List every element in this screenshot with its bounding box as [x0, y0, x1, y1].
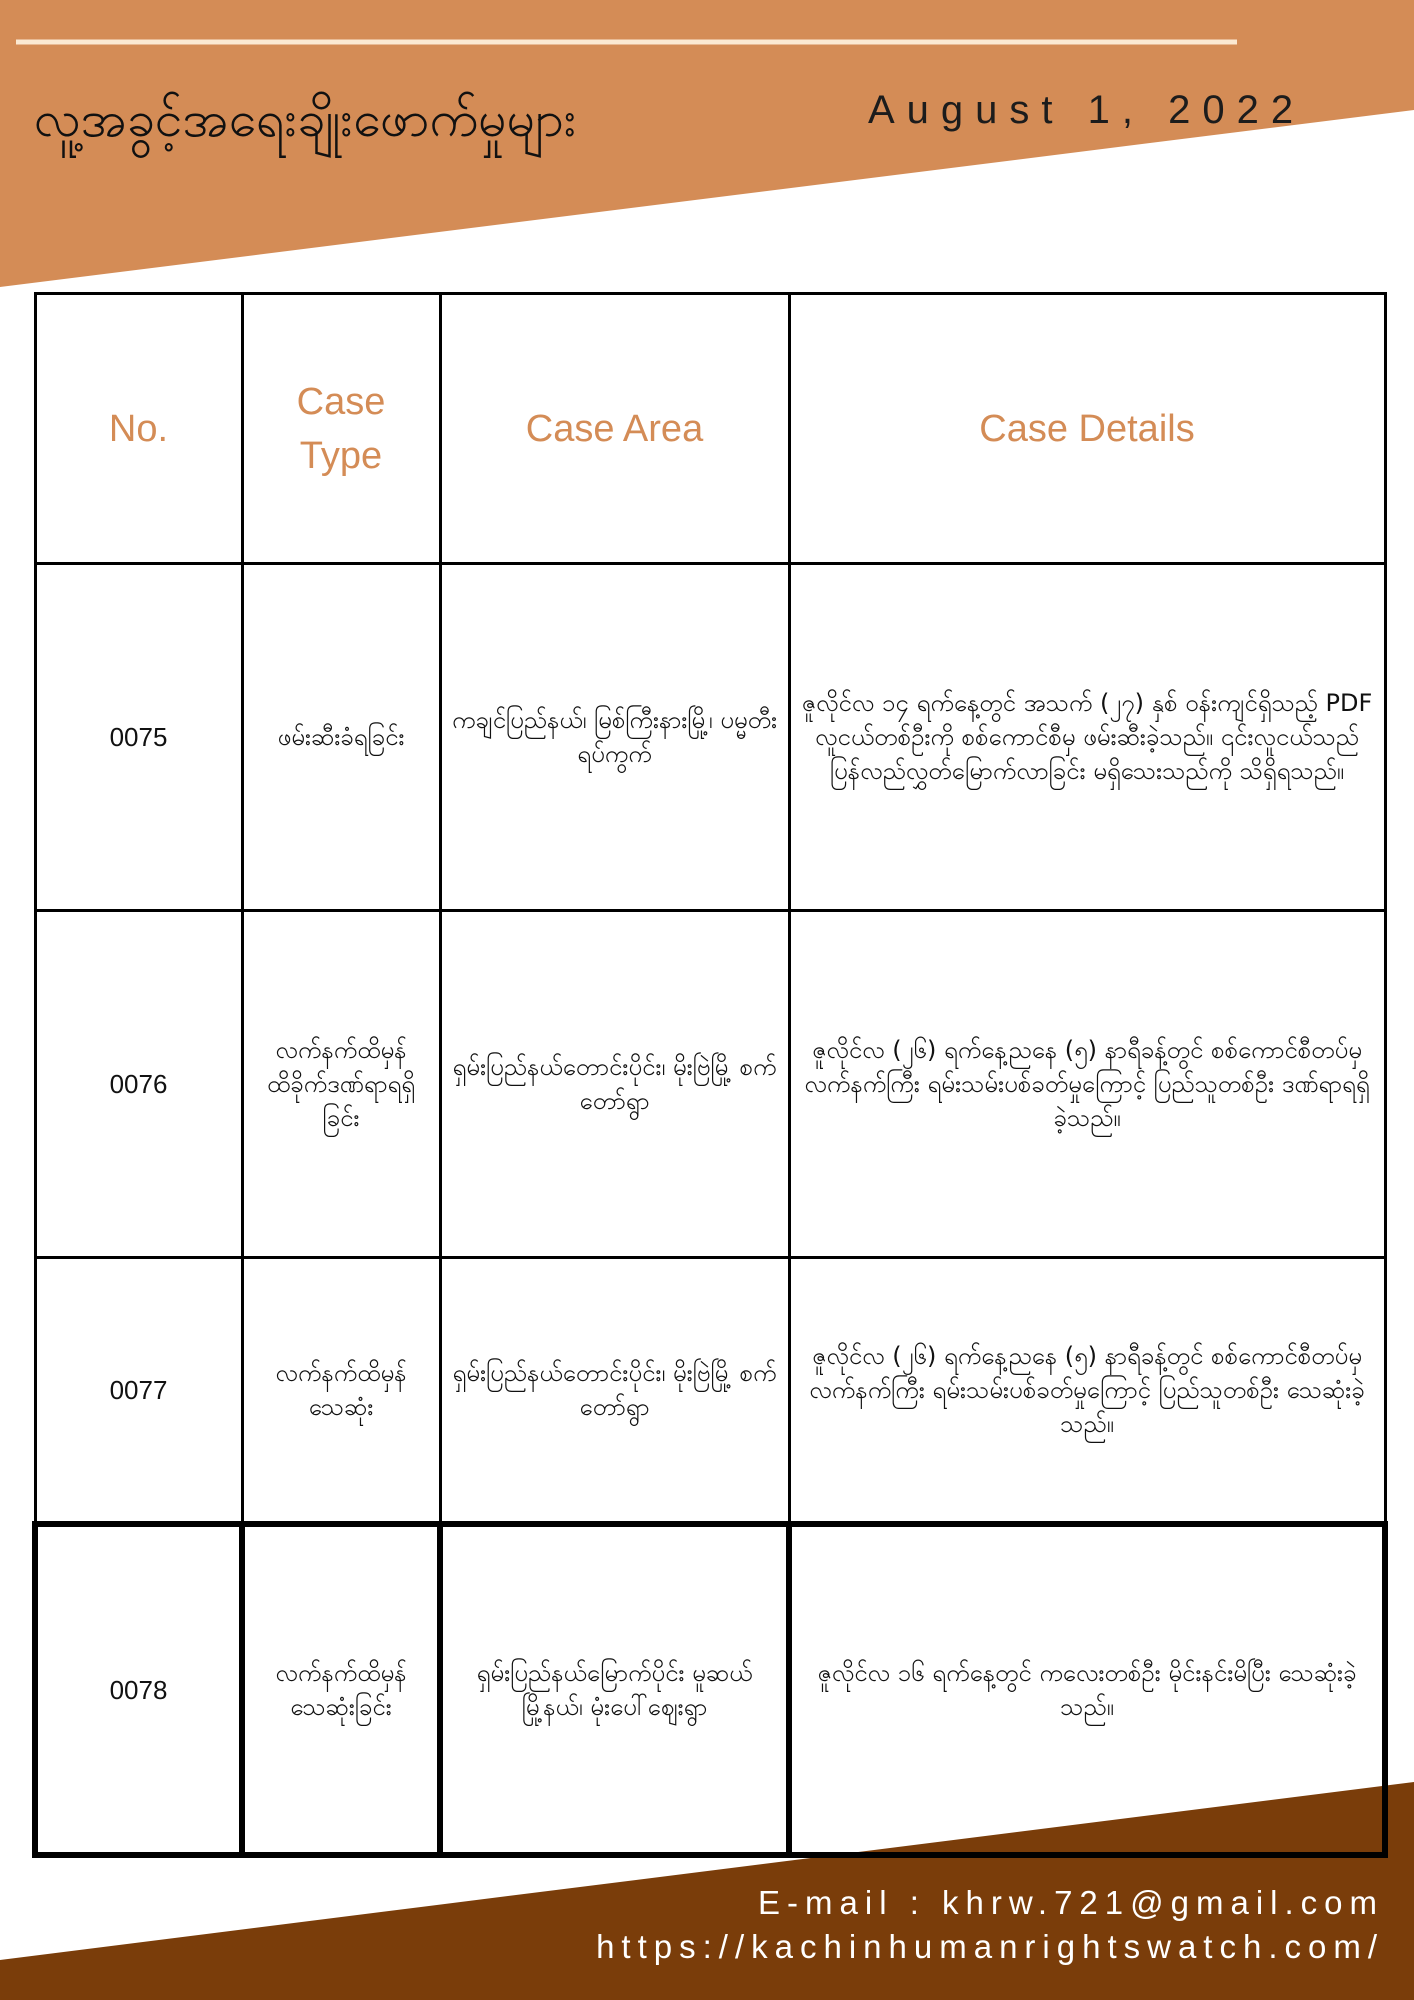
- case-type: လက်နက်ထိမှန် သေဆုံး: [242, 1258, 440, 1525]
- case-type: လက်နက်ထိမှန် ထိခိုက်ဒဏ်ရာရရှိခြင်း: [242, 911, 440, 1258]
- column-header-no: No.: [35, 294, 242, 564]
- case-number: 0077: [35, 1258, 242, 1525]
- case-details: ဇူလိုင်လ ၁၆ ရက်နေ့တွင် ကလေးတစ်ဦး မိုင်းနင်းမိပြီး သေဆုံးခဲ့သည်။: [789, 1524, 1385, 1855]
- case-area: ရှမ်းပြည်နယ်တောင်းပိုင်း၊ မိုးဗြဲမြို့ စက်တော်ရွာ: [440, 1258, 789, 1525]
- case-type: လက်နက်ထိမှန် သေဆုံးခြင်း: [242, 1524, 440, 1855]
- case-area: ရှမ်းပြည်နယ်မြောက်ပိုင်း မူဆယ်မြို့နယ်၊ မုံးပေါ်ဈေးရွာ: [440, 1524, 789, 1855]
- case-details: ဇူလိုင်လ (၂၆) ရက်နေ့ညနေ (၅) နာရီခန့်တွင် စစ်ကောင်စီတပ်မှ လက်နက်ကြီး ရမ်းသမ်းပစ်ခတ်မှုကြောင့် ပြည်သူတစ်ဦး ဒဏ်ရာရရှိခဲ့သည်။: [789, 911, 1385, 1258]
- footer-email[interactable]: E-mail : khrw.721@gmail.com: [758, 1884, 1384, 1921]
- case-type: ဖမ်းဆီးခံရခြင်း: [242, 564, 440, 911]
- table-row: [35, 1258, 1385, 1525]
- table-row: [35, 1524, 1385, 1855]
- footer-website-link[interactable]: https://kachinhumanrightswatch.com/: [596, 1928, 1384, 1965]
- table-row: [35, 564, 1385, 911]
- table-row: [35, 911, 1385, 1258]
- case-details: ဇူလိုင်လ ၁၄ ရက်နေ့တွင် အသက် (၂၇) နှစ် ဝန်းကျင်ရှိသည့် PDF လူငယ်တစ်ဦးကို စစ်ကောင်စီမှ ဖမ်းဆီးခဲ့သည်။ ၎င်းလူငယ်သည် ပြန်လည်လွှတ်မြောက်လာခြင်း မရှိသေးသည်ကို သိရှိရသည်။: [789, 564, 1385, 911]
- report-date: August 1, 2022: [868, 88, 1306, 132]
- case-number: 0076: [35, 911, 242, 1258]
- column-header-case-details: Case Details: [789, 294, 1385, 564]
- case-number: 0078: [35, 1524, 242, 1855]
- table-header-row: [35, 294, 1385, 564]
- case-number: 0075: [35, 564, 242, 911]
- case-details: ဇူလိုင်လ (၂၆) ရက်နေ့ညနေ (၅) နာရီခန့်တွင် စစ်ကောင်စီတပ်မှ လက်နက်ကြီး ရမ်းသမ်းပစ်ခတ်မှုကြောင့် ပြည်သူတစ်ဦး သေဆုံးခဲ့သည်။: [789, 1258, 1385, 1525]
- case-area: ရှမ်းပြည်နယ်တောင်းပိုင်း၊ မိုးဗြဲမြို့ စက်တော်ရွာ: [440, 911, 789, 1258]
- cases-table: [32, 292, 1388, 1858]
- case-area: ကချင်ပြည်နယ်၊ မြစ်ကြီးနားမြို့၊ ပမ္မတီး ရပ်ကွက်: [440, 564, 789, 911]
- column-header-case-area: Case Area: [440, 294, 789, 564]
- page-title: လူ့အခွင့်အရေးချိုးဖောက်မှုများ: [34, 90, 577, 148]
- column-header-case-type: Case Type: [242, 294, 440, 564]
